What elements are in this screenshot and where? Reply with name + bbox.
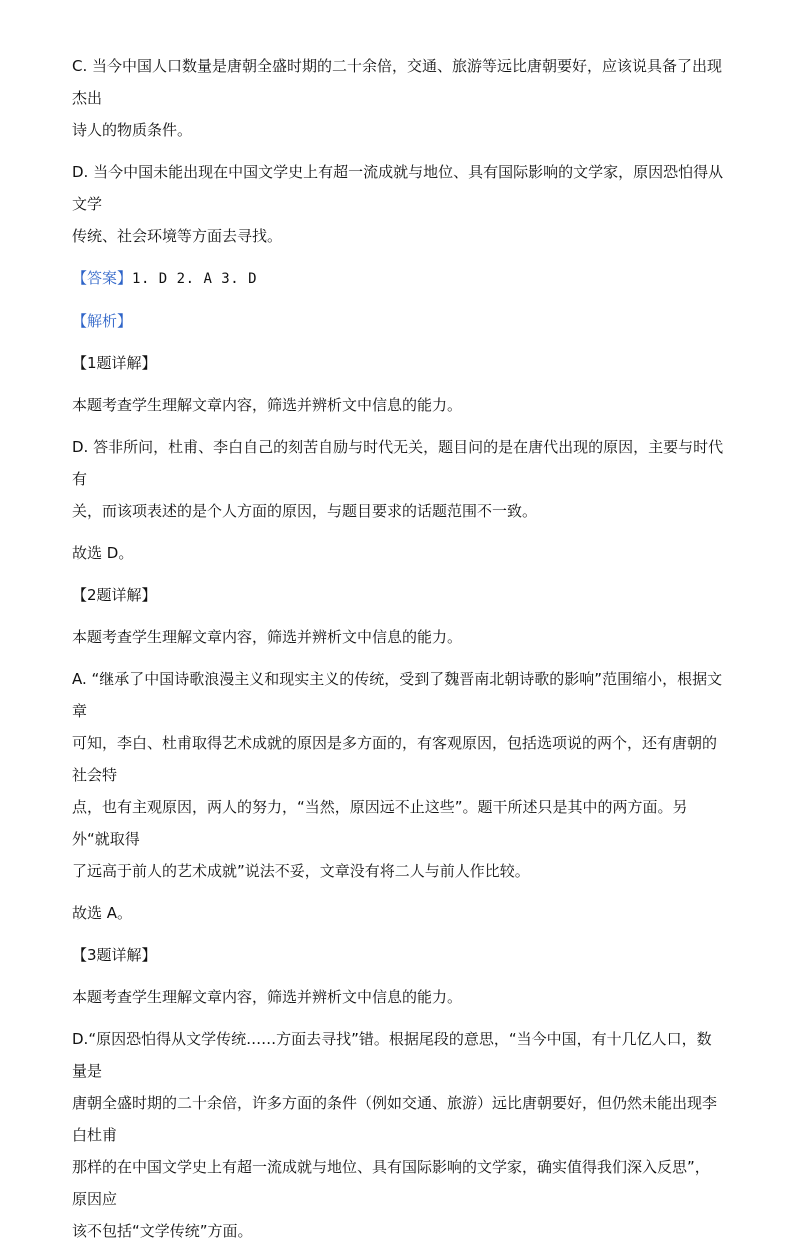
- q1-heading: 【1题详解】: [72, 354, 157, 372]
- q2-body-line-3: 点，也有主观原因，两人的努力，“当然，原因远不止这些”。题干所述只是其中的两方面。另外“就取得: [72, 798, 688, 848]
- q1-body: [72, 431, 724, 527]
- q3-body-line-2: 唐朝全盛时期的二十余倍，许多方面的条件（例如交通、旅游）远比唐朝要好，但仍然未能出现李白杜甫: [72, 1094, 718, 1144]
- q3-intro: 本题考查学生理解文章内容，筛选并辨析文中信息的能力。: [72, 988, 463, 1006]
- q3-body: [72, 1023, 724, 1247]
- q1-body-line-1: D. 答非所问，杜甫、李白自己的刻苦自励与时代无关，题目问的是在唐代出现的原因，主要与时代有: [72, 438, 724, 488]
- q2-body-line-1: A. “继承了中国诗歌浪漫主义和现实主义的传统，受到了魏晋南北朝诗歌的影响”范围缩小，根据文章: [72, 670, 723, 720]
- q2-body: [72, 663, 724, 887]
- answer-label: 【答案】: [72, 269, 133, 287]
- answer-value: 1. D 2. A 3. D: [132, 271, 258, 287]
- q2-body-line-4: 了远高于前人的艺术成就”说法不妥，文章没有将二人与前人作比较。: [72, 862, 530, 880]
- q3-heading: 【3题详解】: [72, 946, 157, 964]
- option-d-line-1: D. 当今中国未能出现在中国文学史上有超一流成就与地位、具有国际影响的文学家，原因恐怕得从文学: [72, 163, 724, 213]
- q1-intro: 本题考查学生理解文章内容，筛选并辨析文中信息的能力。: [72, 396, 463, 414]
- q2-heading: 【2题详解】: [72, 586, 157, 604]
- q1-body-line-2: 关，而该项表述的是个人方面的原因，与题目要求的话题范围不一致。: [72, 502, 538, 520]
- q1-conclusion: 故选 D。: [72, 544, 134, 562]
- q3-body-line-4: 该不包括“文学传统”方面。: [72, 1222, 253, 1240]
- q3-body-line-3: 那样的在中国文学史上有超一流成就与地位、具有国际影响的文学家，确实值得我们深入反思”，原因应: [72, 1158, 710, 1208]
- q2-conclusion: 故选 A。: [72, 904, 133, 922]
- analysis-label: 【解析】: [72, 312, 133, 330]
- option-c-line-1: C. 当今中国人口数量是唐朝全盛时期的二十余倍，交通、旅游等远比唐朝要好，应该说具备了出现杰出: [72, 57, 723, 107]
- option-c-line-2: 诗人的物质条件。: [72, 121, 193, 139]
- q2-intro: 本题考查学生理解文章内容，筛选并辨析文中信息的能力。: [72, 628, 463, 646]
- option-d: [72, 156, 724, 252]
- q3-body-line-1: D.“原因恐怕得从文学传统……方面去寻找”错。根据尾段的意思，“当今中国，有十几亿人口，数量是: [72, 1030, 712, 1080]
- analysis-heading: [72, 305, 724, 337]
- option-d-line-2: 传统、社会环境等方面去寻找。: [72, 227, 283, 245]
- option-c: [72, 50, 724, 146]
- answer-line: [72, 262, 724, 295]
- document-page: [72, 50, 724, 1257]
- q2-body-line-2: 可知，李白、杜甫取得艺术成就的原因是多方面的，有客观原因，包括选项说的两个，还有唐朝的社会特: [72, 734, 718, 784]
